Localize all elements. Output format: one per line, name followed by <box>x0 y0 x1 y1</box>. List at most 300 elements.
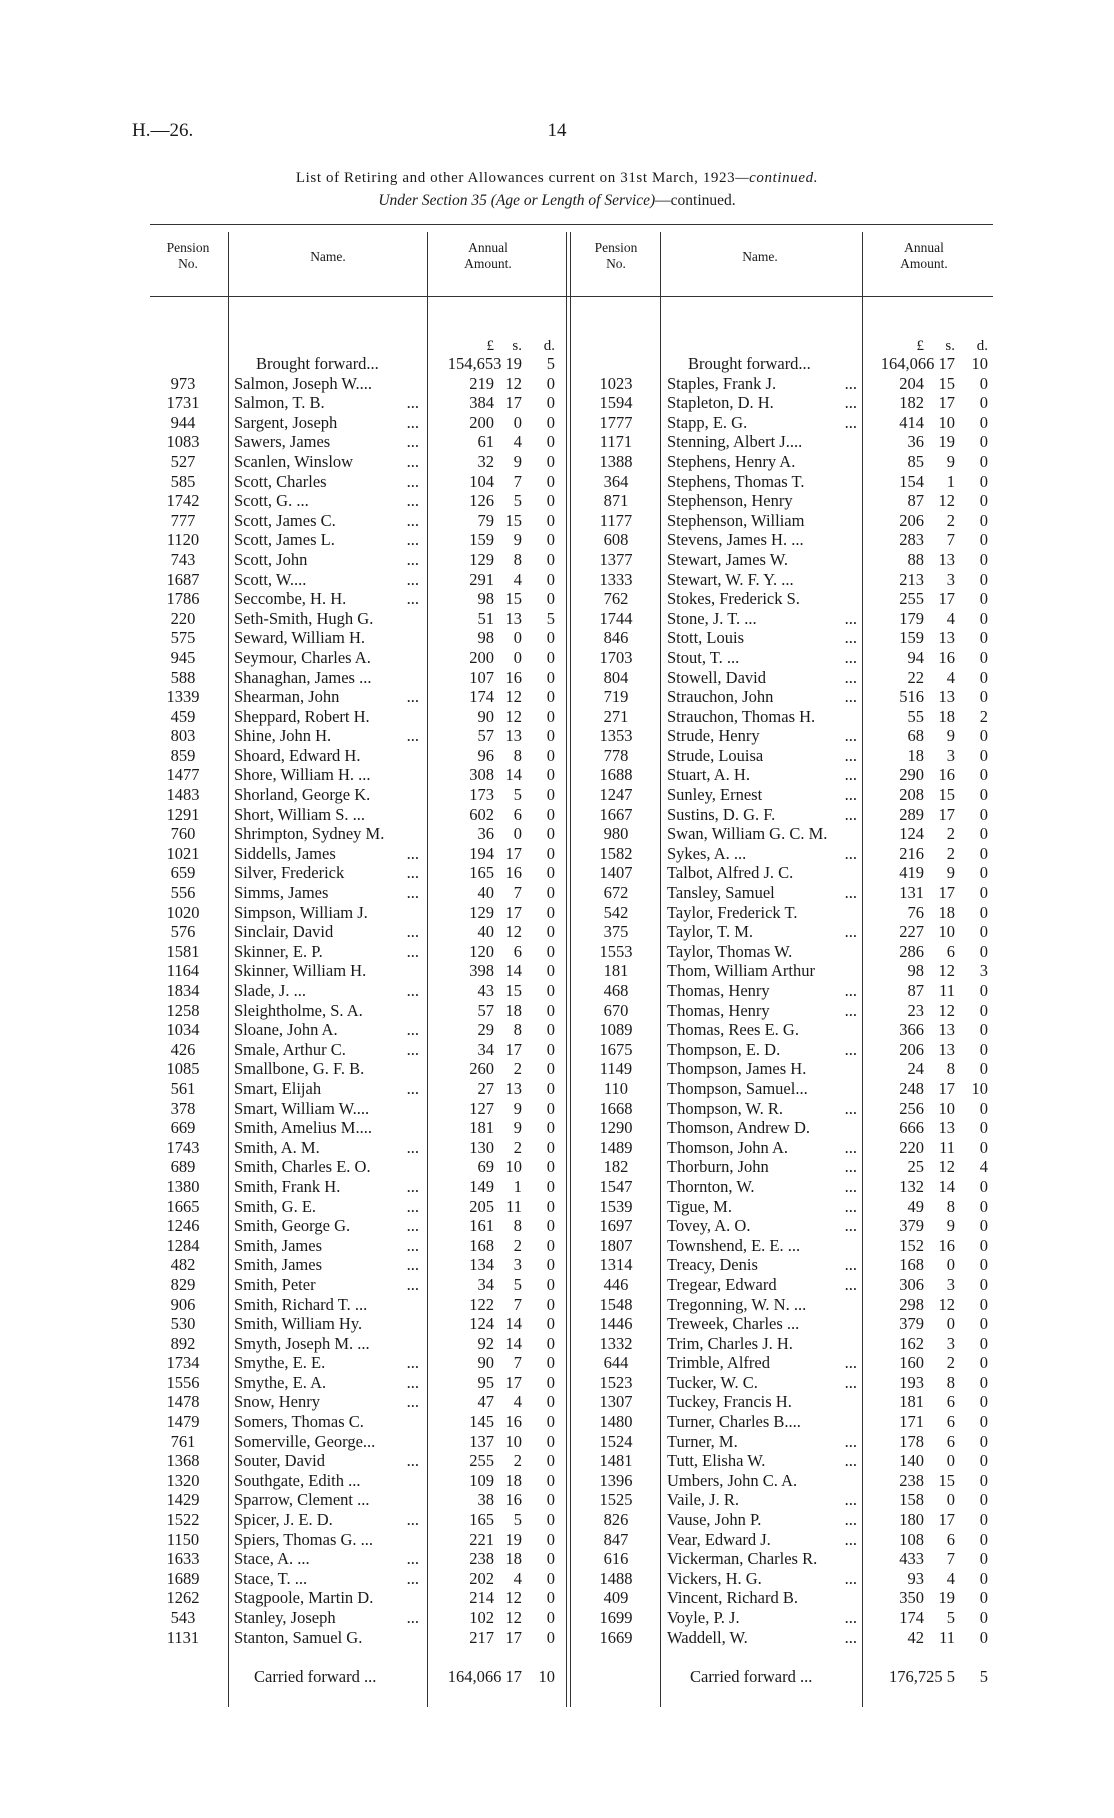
pensioner-name: Shore, William H. ... <box>234 765 371 785</box>
amount-pounds: 179 <box>899 608 924 628</box>
amount-shillings: 15 <box>938 373 955 393</box>
pensioner-name: Sparrow, Clement ... <box>234 1490 370 1510</box>
amount-shillings: 2 <box>946 843 955 863</box>
leader-dots: ... <box>844 1137 857 1157</box>
table-row <box>0 1138 1114 1158</box>
pension-number: 1665 <box>166 1196 200 1216</box>
amount-pence: 0 <box>546 1372 555 1392</box>
amount-pence: 0 <box>979 902 988 922</box>
title-continued: —continued. <box>735 170 819 186</box>
page-subtitle <box>0 192 1114 210</box>
amount-pounds: 69 <box>477 1157 494 1177</box>
pensioner-name: Strude, Louisa <box>667 745 764 765</box>
amount-pounds: 120 <box>469 941 494 961</box>
table-row <box>0 472 1114 492</box>
header-pension-no-left <box>145 240 231 272</box>
pensioner-name: Umbers, John C. A. <box>667 1470 798 1490</box>
amount-pence: 0 <box>546 471 555 491</box>
amount-pounds: 93 <box>907 1568 924 1588</box>
amount-pounds: 217 <box>469 1627 494 1647</box>
leader-dots: ... <box>844 667 857 687</box>
table-row <box>0 687 1114 707</box>
pension-number: 777 <box>170 510 196 530</box>
amount-shillings: 12 <box>938 961 955 981</box>
amount-pence: 0 <box>979 1020 988 1040</box>
pensioner-name: Strauchon, John <box>667 687 774 707</box>
amount-shillings: 18 <box>505 1470 522 1490</box>
amount-shillings: 13 <box>938 549 955 569</box>
pensioner-name: Taylor, Thomas W. <box>667 941 793 961</box>
amount-pence: 0 <box>979 1372 988 1392</box>
amount-pence: 5 <box>546 608 555 628</box>
pensioner-name: Shorland, George K. <box>234 785 371 805</box>
pension-number: 906 <box>170 1294 196 1314</box>
pensioner-name: Smythe, E. A. <box>234 1372 327 1392</box>
amount-pounds: 208 <box>899 785 924 805</box>
pensioner-name: Thomson, Andrew D. <box>667 1118 810 1138</box>
amount-pence: 0 <box>979 941 988 961</box>
pension-number: 1547 <box>599 1176 633 1196</box>
amount-pounds: 248 <box>899 1078 924 1098</box>
leader-dots: ... <box>406 393 419 413</box>
amount-pounds: 350 <box>899 1588 924 1608</box>
table-row <box>0 1510 1114 1530</box>
leader-dots: ... <box>844 804 857 824</box>
amount-pounds: 193 <box>899 1372 924 1392</box>
amount-pence: 0 <box>979 1568 988 1588</box>
pensioner-name: Seymour, Charles A. <box>234 647 371 667</box>
leader-dots: ... <box>844 1529 857 1549</box>
amount-pounds: 174 <box>469 687 494 707</box>
amount-pounds: 90 <box>477 1353 494 1373</box>
amount-shillings: 18 <box>505 1000 522 1020</box>
pension-number: 1734 <box>166 1353 200 1373</box>
amount-pounds: 131 <box>899 883 924 903</box>
amount-pence: 0 <box>979 1353 988 1373</box>
amount-pounds: 87 <box>907 981 924 1000</box>
table-row <box>0 1295 1114 1315</box>
amount-shillings: 12 <box>505 1608 522 1627</box>
amount-pence: 0 <box>546 491 555 511</box>
leader-dots: ... <box>406 451 419 471</box>
table-top-rule <box>150 224 993 225</box>
amount-pence: 0 <box>979 1118 988 1138</box>
header-name-right <box>660 249 860 265</box>
amount-pence: 0 <box>979 981 988 1000</box>
pensioner-name: Thomas, Henry <box>667 981 770 1000</box>
amount-pounds: 174 <box>899 1608 924 1627</box>
amount-shillings: 10 <box>938 1098 955 1118</box>
amount-pounds: 140 <box>899 1451 924 1471</box>
amount-pounds: 40 <box>477 922 494 942</box>
leader-dots: ... <box>406 1353 419 1373</box>
amount-pounds: 379 <box>899 1314 924 1334</box>
amount-pence: 0 <box>979 765 988 785</box>
amount-pounds: 291 <box>469 569 494 589</box>
table-row <box>0 1334 1114 1354</box>
brought-forward-pence: 5 <box>546 354 555 373</box>
amount-shillings: 18 <box>505 1549 522 1569</box>
amount-shillings: 17 <box>938 883 955 903</box>
leader-dots: ... <box>844 687 857 707</box>
amount-shillings: 9 <box>513 451 522 471</box>
amount-shillings: 14 <box>505 765 522 785</box>
amount-pounds: 220 <box>899 1137 924 1157</box>
pensioner-name: Tregonning, W. N. ... <box>667 1294 807 1314</box>
table-row <box>0 1451 1114 1471</box>
amount-shillings: 8 <box>946 1196 955 1216</box>
pension-number: 1333 <box>599 569 633 589</box>
pension-number: 426 <box>170 1039 196 1059</box>
pensioner-name: Siddells, James <box>234 843 336 863</box>
table-row <box>0 961 1114 981</box>
amount-pence: 0 <box>979 1137 988 1157</box>
pension-number: 1478 <box>166 1392 200 1412</box>
amount-pence: 0 <box>546 412 555 432</box>
amount-shillings: 14 <box>505 1333 522 1353</box>
pensioner-name: Stace, A. ... <box>234 1549 310 1569</box>
pension-number: 1262 <box>166 1588 200 1608</box>
pensioner-name: Tuckey, Francis H. <box>667 1392 792 1412</box>
amount-shillings: 8 <box>946 1372 955 1392</box>
table-row <box>0 570 1114 590</box>
table-row <box>0 785 1114 805</box>
amount-pence: 0 <box>546 1470 555 1490</box>
pension-number: 1633 <box>166 1549 200 1569</box>
pension-number: 1556 <box>166 1372 200 1392</box>
pension-number: 542 <box>603 902 629 922</box>
amount-pounds: 108 <box>899 1529 924 1549</box>
pension-number: 973 <box>170 373 196 393</box>
amount-pence: 0 <box>546 1176 555 1196</box>
pension-number: 778 <box>603 745 629 765</box>
pensioner-name: Thomas, Rees E. G. <box>667 1020 799 1040</box>
pensioner-name: Scott, James C. <box>234 510 336 530</box>
amount-pence: 0 <box>546 1216 555 1236</box>
pension-number: 1479 <box>166 1412 200 1432</box>
amount-pounds: 47 <box>477 1392 494 1412</box>
pension-number: 1291 <box>166 804 200 824</box>
amount-pence: 0 <box>979 824 988 844</box>
amount-shillings: 12 <box>505 687 522 707</box>
leader-dots: ... <box>406 922 419 942</box>
pension-number: 1548 <box>599 1294 633 1314</box>
amount-pence: 0 <box>979 1333 988 1353</box>
subtitle-text: Under Section 35 (Age or Length of Service) <box>378 192 656 209</box>
pension-number: 1247 <box>599 785 633 805</box>
pensioner-name: Scott, John <box>234 549 308 569</box>
amount-shillings: 15 <box>505 589 522 609</box>
amount-pence: 0 <box>546 687 555 707</box>
amount-pence: 0 <box>546 706 555 726</box>
amount-pence: 0 <box>979 1098 988 1118</box>
pension-number: 1339 <box>166 687 200 707</box>
leader-dots: ... <box>844 1431 857 1451</box>
amount-pounds: 159 <box>469 530 494 550</box>
table-row <box>0 589 1114 609</box>
amount-pence: 0 <box>979 1294 988 1314</box>
header-pension-label: Pension <box>166 240 210 255</box>
brought-forward-label: Brought forward... <box>688 354 811 373</box>
amount-pounds: 76 <box>907 902 924 922</box>
amount-pence: 0 <box>546 981 555 1000</box>
table-row <box>0 1040 1114 1060</box>
amount-pounds: 181 <box>899 1392 924 1412</box>
pensioner-name: Southgate, Edith ... <box>234 1470 361 1490</box>
leader-dots: ... <box>844 608 857 628</box>
amount-pence: 0 <box>546 1098 555 1118</box>
amount-pounds: 214 <box>469 1588 494 1608</box>
pensioner-name: Stephenson, William <box>667 510 805 530</box>
amount-pence: 0 <box>979 667 988 687</box>
amount-shillings: 16 <box>938 765 955 785</box>
table-row <box>0 824 1114 844</box>
leader-dots: ... <box>406 1235 419 1255</box>
pension-number: 1307 <box>599 1392 633 1412</box>
pension-number: 1742 <box>166 491 200 511</box>
amount-pounds: 130 <box>469 1137 494 1157</box>
pensioner-name: Skinner, William H. <box>234 961 367 981</box>
table-row <box>0 1628 1114 1648</box>
pensioner-name: Stephenson, Henry <box>667 491 793 511</box>
table-row <box>0 452 1114 472</box>
amount-shillings: 17 <box>505 393 522 413</box>
amount-shillings: 17 <box>938 1078 955 1098</box>
pensioner-name: Stevens, James H. ... <box>667 530 804 550</box>
amount-pence: 0 <box>979 393 988 413</box>
amount-shillings: 0 <box>946 1490 955 1510</box>
header-name-label: Name. <box>310 249 346 264</box>
pension-number: 1687 <box>166 569 200 589</box>
pension-number: 1688 <box>599 765 633 785</box>
pension-number: 1731 <box>166 393 200 413</box>
amount-shillings: 12 <box>938 1294 955 1314</box>
amount-shillings: 4 <box>513 1568 522 1588</box>
pensioner-name: Thom, William Arthur <box>667 961 815 981</box>
amount-pounds: 160 <box>899 1353 924 1373</box>
amount-pence: 0 <box>979 1176 988 1196</box>
amount-shillings: 12 <box>505 373 522 393</box>
amount-pounds: 200 <box>469 647 494 667</box>
header-name-left <box>228 249 428 265</box>
amount-pence: 0 <box>979 451 988 471</box>
amount-shillings: 7 <box>513 1294 522 1314</box>
pension-number: 1667 <box>599 804 633 824</box>
pension-number: 1582 <box>599 843 633 863</box>
table-row <box>0 1216 1114 1236</box>
table-row <box>0 550 1114 570</box>
pension-number: 1668 <box>599 1098 633 1118</box>
amount-shillings: 0 <box>513 628 522 648</box>
amount-shillings: 14 <box>938 1176 955 1196</box>
brought-forward-label: Brought forward... <box>256 354 379 373</box>
pension-number: 530 <box>170 1314 196 1334</box>
amount-pence: 0 <box>546 667 555 687</box>
leader-dots: ... <box>406 687 419 707</box>
amount-shillings: 12 <box>938 1157 955 1177</box>
pension-number: 1477 <box>166 765 200 785</box>
pension-number: 1089 <box>599 1020 633 1040</box>
pensioner-name: Stewart, James W. <box>667 549 788 569</box>
amount-pounds: 149 <box>469 1176 494 1196</box>
pension-number: 364 <box>603 471 629 491</box>
leader-dots: ... <box>406 1255 419 1275</box>
leader-dots: ... <box>844 1490 857 1510</box>
pension-number: 459 <box>170 706 196 726</box>
brought-forward-row <box>0 354 1114 374</box>
table-row <box>0 432 1114 452</box>
table-row <box>0 1490 1114 1510</box>
leader-dots: ... <box>844 1039 857 1059</box>
pension-number: 829 <box>170 1274 196 1294</box>
pension-number: 1085 <box>166 1059 200 1079</box>
amount-pounds: 104 <box>469 471 494 491</box>
pensioner-name: Scott, G. ... <box>234 491 309 511</box>
amount-shillings: 0 <box>946 1255 955 1275</box>
header-rule <box>150 296 993 297</box>
amount-shillings: 18 <box>938 706 955 726</box>
amount-pence: 0 <box>546 902 555 922</box>
amount-shillings: 15 <box>505 510 522 530</box>
header-name-label: Name. <box>742 249 778 264</box>
pensioner-name: Stenning, Albert J.... <box>667 432 803 452</box>
amount-pounds: 34 <box>477 1274 494 1294</box>
pensioner-name: Stanley, Joseph <box>234 1608 336 1627</box>
amount-pounds: 221 <box>469 1529 494 1549</box>
pensioner-name: Sleightholme, S. A. <box>234 1000 363 1020</box>
amount-shillings: 11 <box>939 1627 955 1647</box>
amount-pounds: 57 <box>477 726 494 746</box>
pensioner-name: Trim, Charles J. H. <box>667 1333 793 1353</box>
amount-pence: 0 <box>546 961 555 981</box>
header-pension-label: Pension <box>594 240 638 255</box>
amount-shillings: 7 <box>513 471 522 491</box>
leader-dots: ... <box>844 1255 857 1275</box>
pension-number: 616 <box>603 1549 629 1569</box>
amount-pounds: 204 <box>899 373 924 393</box>
pension-number: 1807 <box>599 1235 633 1255</box>
pension-number: 1353 <box>599 726 633 746</box>
pension-number: 446 <box>603 1274 629 1294</box>
amount-pounds: 145 <box>469 1412 494 1432</box>
leader-dots: ... <box>406 981 419 1000</box>
pensioner-name: Smith, James <box>234 1235 323 1255</box>
amount-shillings: 4 <box>513 569 522 589</box>
pension-number: 1396 <box>599 1470 633 1490</box>
pension-number: 1553 <box>599 941 633 961</box>
table-row <box>0 1392 1114 1412</box>
amount-shillings: 9 <box>513 530 522 550</box>
table-row <box>0 530 1114 550</box>
amount-pence: 0 <box>979 569 988 589</box>
amount-shillings: 8 <box>946 1059 955 1079</box>
amount-shillings: 16 <box>505 863 522 883</box>
pension-number: 761 <box>170 1431 196 1451</box>
pensioner-name: Scott, James L. <box>234 530 335 550</box>
amount-shillings: 13 <box>505 1078 522 1098</box>
amount-pounds: 159 <box>899 628 924 648</box>
amount-shillings: 6 <box>946 1412 955 1432</box>
subtitle-continued: —continued. <box>655 192 736 209</box>
leader-dots: ... <box>406 1392 419 1412</box>
amount-shillings: 12 <box>938 1000 955 1020</box>
leader-dots: ... <box>844 843 857 863</box>
leader-dots: ... <box>844 745 857 765</box>
amount-pounds: 286 <box>899 941 924 961</box>
amount-shillings: 4 <box>946 667 955 687</box>
amount-pounds: 290 <box>899 765 924 785</box>
amount-pence: 0 <box>979 1529 988 1549</box>
leader-dots: ... <box>844 412 857 432</box>
amount-pounds: 95 <box>477 1372 494 1392</box>
amount-shillings: 3 <box>513 1255 522 1275</box>
amount-pence: 10 <box>971 1078 988 1098</box>
leader-dots: ... <box>844 393 857 413</box>
pension-number: 846 <box>603 628 629 648</box>
table-row <box>0 1001 1114 1021</box>
leader-dots: ... <box>406 1078 419 1098</box>
pension-number: 1480 <box>599 1412 633 1432</box>
amount-pounds: 124 <box>899 824 924 844</box>
pensioner-name: Stuart, A. H. <box>667 765 750 785</box>
amount-pounds: 22 <box>907 667 924 687</box>
amount-pence: 0 <box>979 1216 988 1236</box>
amount-pence: 0 <box>546 1412 555 1432</box>
amount-shillings: 17 <box>938 393 955 413</box>
amount-shillings: 16 <box>938 647 955 667</box>
leader-dots: ... <box>844 1098 857 1118</box>
amount-shillings: 4 <box>946 1568 955 1588</box>
pensioner-name: Somerville, George... <box>234 1431 376 1451</box>
pension-number: 892 <box>170 1333 196 1353</box>
pensioner-name: Silver, Frederick <box>234 863 345 883</box>
pension-number: 1377 <box>599 549 633 569</box>
pensioner-name: Sloane, John A. <box>234 1020 338 1040</box>
pension-number: 659 <box>170 863 196 883</box>
table-row <box>0 511 1114 531</box>
leader-dots: ... <box>844 1216 857 1236</box>
amount-pounds: 29 <box>477 1020 494 1040</box>
amount-shillings: 11 <box>506 1196 522 1216</box>
amount-shillings: 17 <box>938 589 955 609</box>
leader-dots: ... <box>406 589 419 609</box>
page-ref: H.—26. <box>132 120 194 141</box>
pension-number: 1594 <box>599 393 633 413</box>
pensioner-name: Seward, William H. <box>234 628 366 648</box>
amount-shillings: 3 <box>946 569 955 589</box>
amount-pence: 0 <box>546 843 555 863</box>
amount-shillings: 3 <box>946 1274 955 1294</box>
pension-number: 689 <box>170 1157 196 1177</box>
pension-number: 1689 <box>166 1568 200 1588</box>
amount-pence: 0 <box>979 628 988 648</box>
pensioner-name: Strude, Henry <box>667 726 760 746</box>
leader-dots: ... <box>406 412 419 432</box>
leader-dots: ... <box>406 941 419 961</box>
amount-pounds: 42 <box>907 1627 924 1647</box>
amount-pence: 0 <box>979 1039 988 1059</box>
amount-pence: 0 <box>979 1451 988 1471</box>
amount-pounds: 107 <box>469 667 494 687</box>
leader-dots: ... <box>844 628 857 648</box>
pension-number: 220 <box>170 608 196 628</box>
amount-pence: 0 <box>979 745 988 765</box>
amount-pounds: 88 <box>907 549 924 569</box>
amount-pounds: 384 <box>469 393 494 413</box>
currency-header-row <box>0 338 1114 354</box>
pensioner-name: Thomas, Henry <box>667 1000 770 1020</box>
amount-shillings: 19 <box>505 1529 522 1549</box>
